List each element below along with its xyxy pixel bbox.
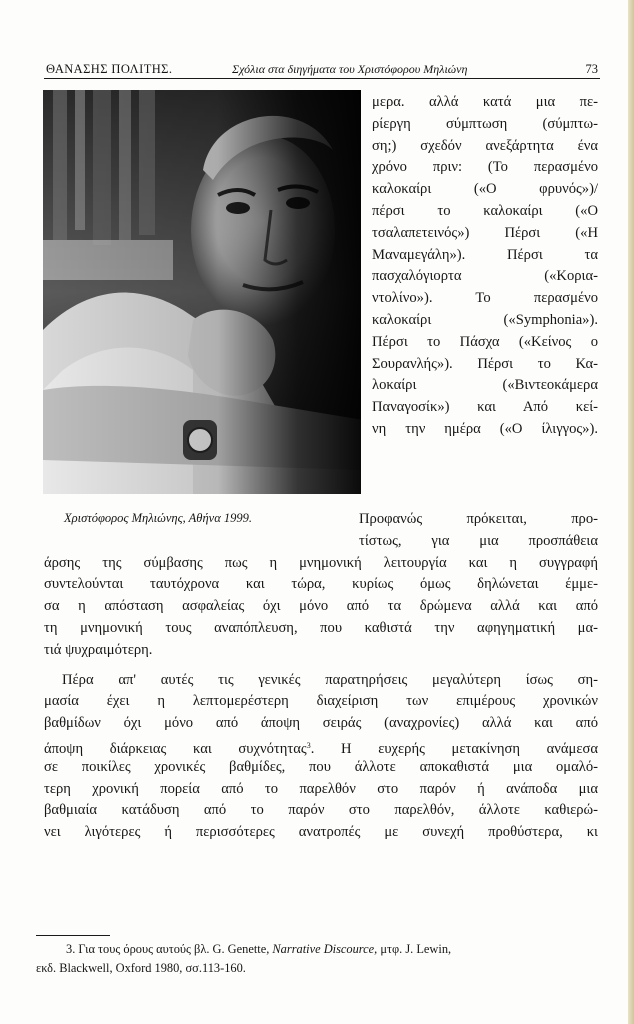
text-line: τερη χρονική πορεία από το παρελθόν στο παρόν ή ανάποδα μια: [44, 780, 598, 797]
text-line: τίστως, για μια προσπάθεια: [359, 532, 598, 549]
text-line: σα η απόσταση ασφαλείας όχι μόνο από τα δρώμενα αλλά και από: [44, 598, 598, 615]
text-line: λοκαίρι («Βιντεοκάμερα: [372, 377, 598, 394]
text-line: τιά ψυχραιμότερη.: [44, 641, 153, 658]
photo-caption: Χριστόφορος Μηλιώνης, Αθήνα 1999.: [64, 511, 253, 525]
text-line: Σουρανλής»). Πέρσι το Κα-: [372, 355, 598, 372]
body-text: [44, 509, 598, 844]
text-span: άποψη διάρκειας και συχνότητας: [44, 740, 307, 757]
header-author: ΘΑΝΑΣΗΣ ΠΟΛΙΤΗΣ.: [46, 62, 173, 76]
portrait-photo-icon: [43, 90, 361, 494]
text-line: συντελούνται ταυτόχρονα και τώρα, κυρίως όμως δηλώνεται έμμε-: [44, 576, 598, 593]
text-line: Πέρα απ' αυτές τις γενικές παρατηρήσεις μεγαλύτερη ίσως ση-: [62, 671, 598, 688]
text-line: μερα. αλλά κατά μια πε-: [372, 94, 598, 110]
text-line: Πέρσι το Πάσχα («Κείνος ο: [372, 333, 598, 350]
text-line: Παναγοσίκ») και Από κεί-: [372, 399, 598, 416]
text-line: χρόνο πριν: (Το περασμένο: [372, 159, 598, 176]
text-line: βαθμιαία κατάδυση από το παρόν στο παρελθόν, άλλοτε καθιερώ-: [44, 802, 598, 819]
header-rule: [44, 78, 600, 79]
text-line: ντολίνο»). Το περασμένο: [372, 290, 598, 307]
text-line: Προφανώς πρόκειται, προ-: [359, 511, 598, 527]
text-line: τη μνημονική τους αναπόπλευση, που καθιστά την αφηγηματική μα-: [44, 619, 598, 636]
text-line: καλοκαίρι («Symphonia»).: [372, 311, 598, 328]
portrait-photo: [43, 90, 361, 494]
text-line: τσαλαπετεινός») Πέρσι («Η: [372, 224, 598, 241]
page-number: 73: [585, 62, 598, 76]
footnote-text: μτφ. J. Lewin,: [380, 942, 452, 956]
text-line: νη την ημέρα («Ο ίλιγγος»).: [372, 420, 598, 437]
text-line: άρσης της σύμβασης πως η μνημονική λειτουργία και η συγγραφή: [44, 554, 598, 571]
text-line: σε ποικίλες χρονικές βαθμίδες, που άλλοτε αποκαθιστά μια ομαλό-: [44, 758, 598, 775]
text-line: πασχαλόγιορτα («Κορια-: [372, 268, 598, 285]
footnote-text: Για τους όρους αυτούς βλ. G. Genette,: [78, 942, 270, 956]
text-line: ρίεργη σύμπτωση (σύμπτω-: [372, 115, 598, 132]
scan-edge: [628, 0, 634, 1024]
text-line: μασία έχει η λεπτομερέστερη διαχείριση των επιμέρους χρονικών: [44, 693, 598, 710]
text-span: . Η ευχερής μετακίνηση ανάμεσα: [310, 740, 599, 757]
text-line: βαθμίδων όχι μόνο από άποψη σειράς (αναχρονίες) αλλά και από: [44, 715, 598, 732]
footnote-number: 3.: [66, 942, 76, 956]
footnote-work-title: Narrative Discource,: [272, 942, 378, 956]
text-line: Μαναμεγάλη»). Πέρσι τα: [372, 246, 598, 263]
footnote-rule: [36, 935, 110, 936]
side-column-text: [372, 92, 598, 441]
footnote-line: εκδ. Blackwell, Oxford 1980, σσ.113-160.: [36, 961, 246, 975]
header-book-title: Σχόλια στα διηγήματα του Χριστόφορου Μηλιώνη: [232, 62, 468, 76]
footnote-reference[interactable]: 3: [306, 740, 311, 750]
footnote: [36, 940, 598, 978]
running-header: [46, 60, 598, 80]
text-line: πέρσι το καλοκαίρι («Ο: [372, 202, 598, 219]
text-line: νει λιγότερες ή περισσότερες ανατροπές με συνεχή προθύστερα, κι: [44, 824, 598, 841]
footnote-line: [36, 940, 598, 959]
text-line: καλοκαίρι («Ο φρυνός»)/: [372, 181, 598, 198]
text-line: ση;) σχεδόν ανεξάρτητα ένα: [372, 137, 598, 154]
text-line: [44, 735, 598, 757]
